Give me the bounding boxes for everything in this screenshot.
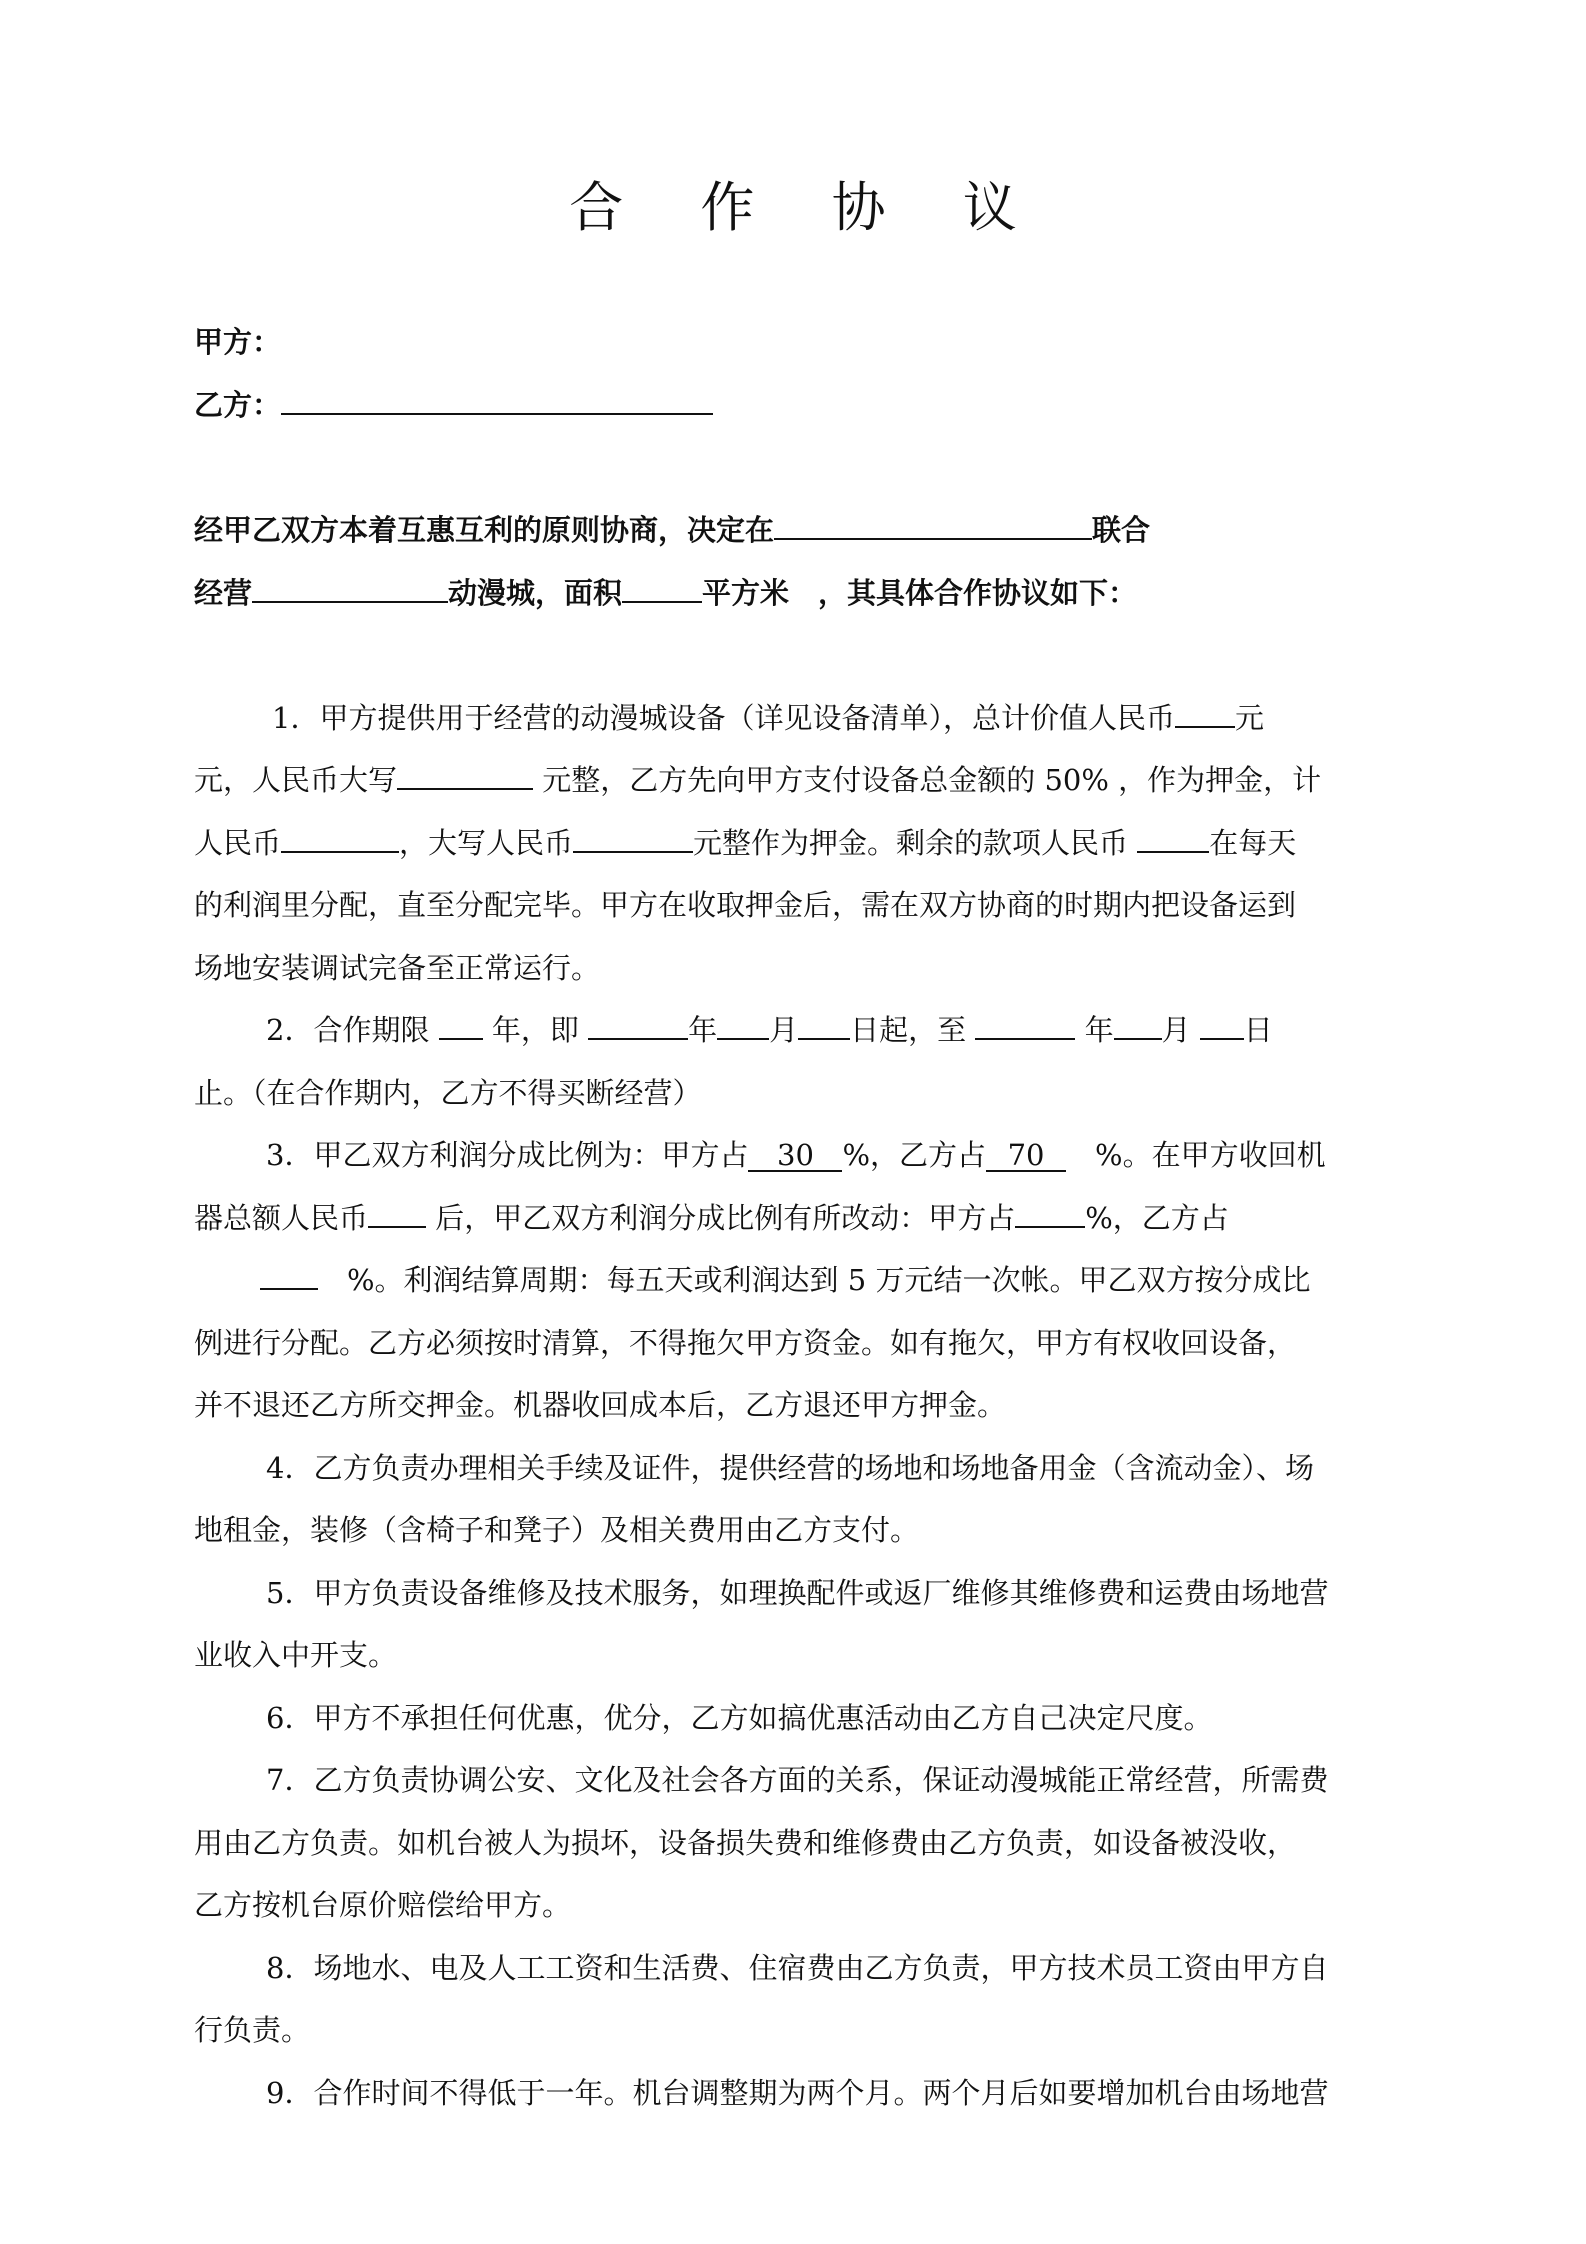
amount-in-words-field[interactable] bbox=[397, 760, 533, 790]
clause-text: 地租金，装修（含椅子和凳子）及相关费用由乙方支付。 bbox=[194, 1513, 920, 1547]
location-field[interactable] bbox=[774, 510, 1092, 540]
party-a-label: 甲方： bbox=[194, 325, 282, 359]
clause-6-line-1 bbox=[266, 1698, 1212, 1738]
intro-text: 动漫城，面积 bbox=[448, 576, 623, 610]
start-month-field[interactable] bbox=[717, 1010, 769, 1040]
clause-text: 元 bbox=[1234, 701, 1264, 735]
start-year-field[interactable] bbox=[588, 1010, 688, 1040]
deposit-words-field[interactable] bbox=[573, 823, 693, 853]
clause-text: 7．乙方负责协调公安、文化及社会各方面的关系，保证动漫城能正常经营，所需费 bbox=[266, 1763, 1329, 1797]
clause-2-line-2 bbox=[194, 1073, 702, 1113]
clause-5-line-2 bbox=[194, 1635, 397, 1675]
intro-text: 经甲乙双方本着互惠互利的原则协商，决定在 bbox=[194, 513, 775, 547]
business-name-field[interactable] bbox=[252, 573, 448, 603]
clause-text: 的利润里分配，直至分配完毕。甲方在收取押金后，需在双方协商的时期内把设备运到 bbox=[194, 888, 1297, 922]
clause-1-line-2 bbox=[194, 760, 1321, 800]
new-party-b-share-field[interactable] bbox=[260, 1260, 318, 1290]
remaining-amount-field[interactable] bbox=[1137, 823, 1209, 853]
party-b-line bbox=[194, 385, 713, 425]
clause-2-line-1 bbox=[266, 1010, 1273, 1050]
clause-text: 在每天 bbox=[1209, 826, 1297, 860]
clause-text: %。在甲方收回机 bbox=[1066, 1138, 1326, 1172]
term-years-field[interactable] bbox=[439, 1010, 483, 1040]
clause-text: 后，甲乙双方利润分成比例有所改动：甲方占 bbox=[426, 1201, 1016, 1235]
clause-3-line-1 bbox=[266, 1135, 1326, 1175]
clause-text: 月 bbox=[769, 1013, 799, 1047]
clause-text: 5．甲方负责设备维修及技术服务，如理换配件或返厂维修其维修费和运费由场地营 bbox=[266, 1576, 1329, 1610]
clause-8-line-2 bbox=[194, 2010, 310, 2050]
clause-7-line-2 bbox=[194, 1823, 1296, 1863]
clause-text: 年 bbox=[688, 1013, 718, 1047]
intro-text: 联合 bbox=[1092, 513, 1151, 547]
clause-text: 8．场地水、电及人工工资和生活费、住宿费由乙方负责，甲方技术员工资由甲方自 bbox=[266, 1951, 1329, 1985]
clause-text: 日起，至 bbox=[850, 1013, 976, 1047]
clause-text: 6．甲方不承担任何优惠，优分，乙方如搞优惠活动由乙方自己决定尺度。 bbox=[266, 1701, 1213, 1735]
clause-text: 元，人民币大写 bbox=[194, 763, 398, 797]
clause-9-line-1 bbox=[266, 2073, 1328, 2113]
clause-text: 日 bbox=[1243, 1013, 1273, 1047]
clause-1-line-3 bbox=[194, 823, 1296, 863]
clause-3-line-4 bbox=[194, 1323, 1296, 1363]
party-a-line bbox=[194, 322, 281, 362]
end-day-field[interactable] bbox=[1200, 1010, 1244, 1040]
clause-4-line-1 bbox=[266, 1448, 1314, 1488]
clause-text: 并不退还乙方所交押金。机器收回成本后，乙方退还甲方押金。 bbox=[194, 1388, 1007, 1422]
document-title: 合 作 协 议 bbox=[569, 176, 1047, 239]
clause-text: %，乙方占 bbox=[842, 1138, 987, 1172]
intro-line-2 bbox=[194, 573, 1137, 613]
clause-text: 月 bbox=[1161, 1013, 1200, 1047]
party-b-name-field[interactable] bbox=[281, 385, 713, 415]
end-month-field[interactable] bbox=[1114, 1010, 1162, 1040]
intro-text: 平方米 ，其具体合作协议如下： bbox=[702, 576, 1138, 610]
clause-text: 元整，乙方先向甲方支付设备总金额的 50% ，作为押金，计 bbox=[533, 763, 1322, 797]
clause-text: 4．乙方负责办理相关手续及证件，提供经营的场地和场地备用金（含流动金）、场 bbox=[266, 1451, 1314, 1485]
clause-text: 用由乙方负责。如机台被人为损坏，设备损失费和维修费由乙方负责，如设备被没收， bbox=[194, 1826, 1297, 1860]
clause-7-line-1 bbox=[266, 1760, 1328, 1800]
end-year-field[interactable] bbox=[975, 1010, 1075, 1040]
clause-text: 元整作为押金。剩余的款项人民币 bbox=[693, 826, 1138, 860]
clause-text: 2．合作期限 bbox=[266, 1013, 439, 1047]
party-b-label: 乙方： bbox=[194, 388, 282, 422]
clause-5-line-1 bbox=[266, 1573, 1328, 1613]
clause-text: 9．合作时间不得低于一年。机台调整期为两个月。两个月后如要增加机台由场地营 bbox=[266, 2076, 1329, 2110]
clause-text: 1．甲方提供用于经营的动漫城设备（详见设备清单），总计价值人民币 bbox=[272, 701, 1175, 735]
clause-text: 乙方按机台原价赔偿给甲方。 bbox=[194, 1888, 572, 1922]
party-b-share-field[interactable]: 70 bbox=[986, 1140, 1066, 1172]
clause-text: 止。（在合作期内，乙方不得买断经营） bbox=[194, 1076, 702, 1110]
clause-text: 行负责。 bbox=[194, 2013, 311, 2047]
intro-text: 经营 bbox=[194, 576, 253, 610]
clause-3-line-2 bbox=[194, 1198, 1229, 1238]
deposit-amount-field[interactable] bbox=[281, 823, 399, 853]
clause-text: 年，即 bbox=[482, 1013, 589, 1047]
clause-text: 3．甲乙双方利润分成比例为：甲方占 bbox=[266, 1138, 749, 1172]
clause-1-line-1 bbox=[272, 698, 1264, 738]
clause-1-line-5 bbox=[194, 948, 600, 988]
clause-text: 场地安装调试完备至正常运行。 bbox=[194, 951, 601, 985]
clause-text: 年 bbox=[1075, 1013, 1114, 1047]
clause-text: 业收入中开支。 bbox=[194, 1638, 398, 1672]
clause-text: 例进行分配。乙方必须按时清算，不得拖欠甲方资金。如有拖欠，甲方有权收回设备， bbox=[194, 1326, 1297, 1360]
clause-7-line-3 bbox=[194, 1885, 571, 1925]
party-a-share-field[interactable]: 30 bbox=[748, 1140, 842, 1172]
clause-text: 器总额人民币 bbox=[194, 1201, 369, 1235]
clause-3-line-3 bbox=[260, 1260, 1310, 1300]
clause-text: ，大写人民币 bbox=[399, 826, 574, 860]
total-value-field[interactable] bbox=[1175, 698, 1235, 728]
clause-3-line-5 bbox=[194, 1385, 1006, 1425]
recovery-amount-field[interactable] bbox=[368, 1198, 426, 1228]
intro-line-1 bbox=[194, 510, 1150, 550]
clause-4-line-2 bbox=[194, 1510, 919, 1550]
clause-1-line-4 bbox=[194, 885, 1296, 925]
clause-text: 人民币 bbox=[194, 826, 282, 860]
clause-8-line-1 bbox=[266, 1948, 1328, 1988]
area-field[interactable] bbox=[622, 573, 702, 603]
clause-text: %，乙方占 bbox=[1085, 1201, 1229, 1235]
new-party-a-share-field[interactable] bbox=[1015, 1198, 1085, 1228]
start-day-field[interactable] bbox=[798, 1010, 850, 1040]
clause-text: %。利润结算周期：每五天或利润达到 5 万元结一次帐。甲乙双方按分成比 bbox=[318, 1263, 1311, 1297]
